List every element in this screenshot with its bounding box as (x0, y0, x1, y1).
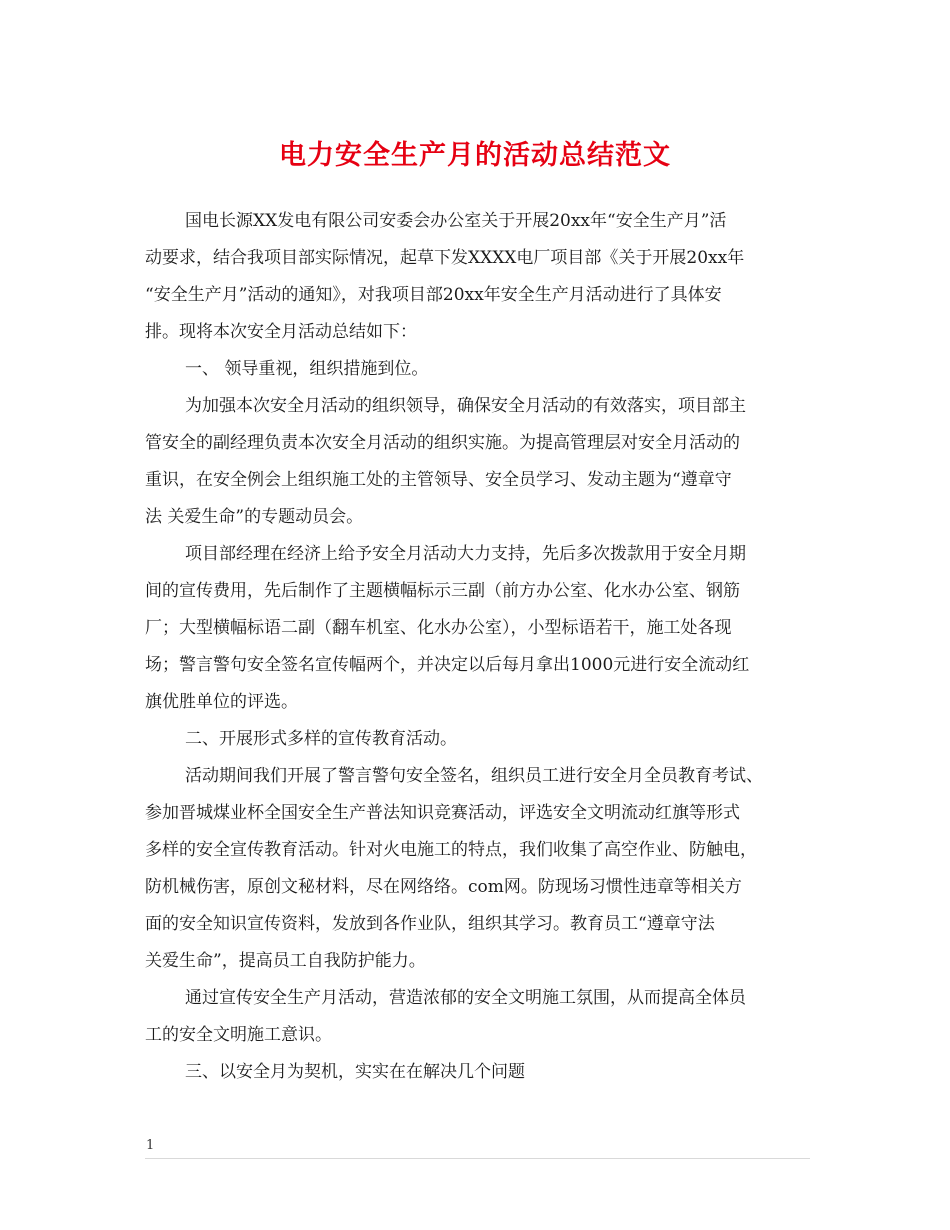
text-line: 动要求，结合我项目部实际情况，起草下发XXXX电厂项目部《关于开展20xx年 (145, 248, 745, 268)
text-line: 国电长源XX发电有限公司安委会办公室关于开展20xx年“安全生产月”活 (185, 211, 727, 231)
text-line: 厂；大型横幅标语二副（翻车机室、化水办公室），小型标语若干，施工处各现 (145, 618, 732, 638)
text-line: 旗优胜单位的评选。 (145, 692, 298, 712)
document-body (145, 203, 810, 1091)
text-line: 排。现将本次安全月活动总结如下： (145, 322, 417, 342)
text-line: 面的安全知识宣传资料，发放到各作业队，组织其学习。教育员工“遵章守法 (145, 914, 715, 934)
text-line: 法 关爱生命”的专题动员会。 (145, 507, 364, 527)
text-line: 防机械伤害，原创文秘材料，尽在网络络。com网。防现场习惯性违章等相关方 (145, 877, 742, 897)
text-line: 多样的安全宣传教育活动。针对火电施工的特点，我们收集了高空作业、防触电， (145, 840, 757, 860)
text-line: 通过宣传安全生产月活动，营造浓郁的安全文明施工氛围，从而提高全体员 (185, 988, 746, 1008)
text-line: 间的宣传费用，先后制作了主题横幅标示三副（前方办公室、化水办公室、钢筋 (145, 581, 740, 601)
text-line: 参加晋城煤业杯全国安全生产普法知识竞赛活动，评选安全文明流动红旗等形式 (145, 803, 740, 823)
text-line: 关爱生命”，提高员工自我防护能力。 (145, 951, 426, 971)
text-line: 为加强本次安全月活动的组织领导，确保安全月活动的有效落实，项目部主 (185, 396, 746, 416)
text-line: 工的安全文明施工意识。 (145, 1025, 332, 1045)
page-number: 1 (146, 1138, 155, 1153)
text-line: 管安全的副经理负责本次安全月活动的组织实施。为提高管理层对安全月活动的 (145, 433, 740, 453)
text-line: 项目部经理在经济上给予安全月活动大力支持，先后多次拨款用于安全月期 (185, 544, 746, 564)
text-line: 一、 领导重视，组织措施到位。 (185, 359, 429, 379)
text-line: “安全生产月”活动的通知》，对我项目部20xx年安全生产月活动进行了具体安 (145, 285, 722, 305)
text-line: 重识，在安全例会上组织施工处的主管领导、安全员学习、发动主题为“遵章守 (145, 470, 732, 490)
text-line: 活动期间我们开展了警言警句安全签名，组织员工进行安全月全员教育考试、 (185, 766, 763, 786)
text-line: 场；警言警句安全签名宣传幅两个，并决定以后每月拿出1000元进行安全流动红 (145, 655, 750, 675)
document-title: 电力安全生产月的活动总结范文 (279, 140, 671, 171)
text-line: 三、以安全月为契机，实实在在解决几个问题 (185, 1062, 525, 1082)
text-line: 二、开展形式多样的宣传教育活动。 (185, 729, 457, 749)
footer-divider (145, 1158, 810, 1159)
